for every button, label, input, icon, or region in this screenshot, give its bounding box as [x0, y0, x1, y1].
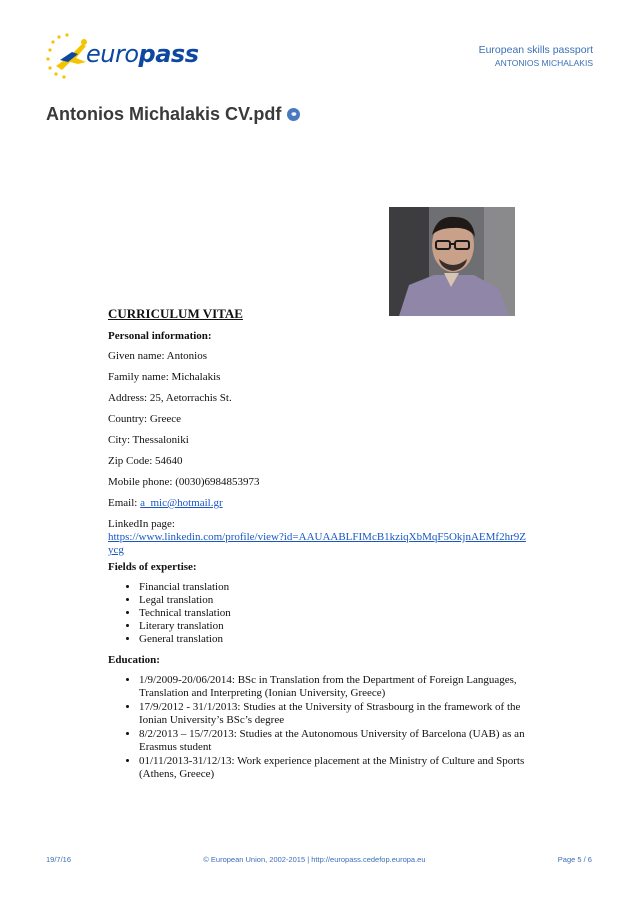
- header-right: [479, 44, 593, 68]
- mobile-phone: Mobile phone: (0030)6984853973: [108, 476, 260, 488]
- link-icon[interactable]: ⚭: [287, 108, 300, 121]
- personal-info-title: Personal information:: [108, 330, 212, 342]
- europass-logo-text: europass: [86, 40, 199, 68]
- email-link[interactable]: a_mic@hotmail.gr: [140, 497, 223, 509]
- linkedin-link[interactable]: https://www.linkedin.com/profile/view?id=AAUAABLFIMcB1kziqXbMqF5OkjnAEMf2hr9Zycg: [108, 531, 526, 556]
- education-title: Education:: [108, 654, 160, 666]
- list-item: • Technical translation: [139, 607, 528, 620]
- footer-page: Page 5 / 6: [557, 855, 592, 864]
- star-circle-icon: [46, 33, 68, 78]
- footer-copyright[interactable]: © European Union, 2002-2015 | http://europass.cedefop.europa.eu: [203, 855, 426, 864]
- email-label: Email:: [108, 497, 141, 509]
- zip-code: Zip Code: 54640: [108, 455, 183, 467]
- address: Address: 25, Aetorrachis St.: [108, 392, 232, 404]
- figure-icon: [56, 39, 87, 70]
- footer: [46, 855, 592, 864]
- document-title: [46, 104, 300, 125]
- holder-name: ANTONIOS MICHALAKIS: [494, 58, 593, 68]
- list-item: • 1/9/2009-20/06/2014: BSc in Translation from the Department of Foreign Languages, Translation and Interpreting (Ionian University, Greece): [139, 674, 528, 700]
- linkedin-label: LinkedIn page:: [108, 518, 175, 530]
- family-name: Family name: Michalakis: [108, 371, 221, 383]
- document-title-text: Antonios Michalakis CV.pdf: [46, 104, 282, 124]
- cv-heading: CURRICULUM VITAE: [108, 306, 243, 321]
- education-list: [108, 674, 528, 781]
- city: City: Thessaloniki: [108, 434, 189, 446]
- fields-title: Fields of expertise:: [108, 561, 197, 573]
- list-item: • Legal translation: [139, 594, 528, 607]
- email: [108, 497, 528, 510]
- passport-label: European skills passport: [478, 44, 593, 56]
- given-name: Given name: Antonios: [108, 350, 207, 362]
- cv-content: [108, 306, 528, 789]
- linkedin: [108, 518, 528, 557]
- list-item: • 01/11/2013-31/12/13: Work experience placement at the Ministry of Culture and Sports (Athens, Greece): [139, 755, 528, 781]
- list-item: • Literary translation: [139, 620, 528, 633]
- country: Country: Greece: [108, 413, 181, 425]
- profile-photo: [389, 207, 515, 316]
- list-item: • Financial translation: [139, 581, 528, 594]
- list-item: • 8/2/2013 – 15/7/2013: Studies at the Autonomous University of Barcelona (UAB) as an Erasmus student: [139, 728, 528, 754]
- footer-date: 19/7/16: [46, 855, 72, 864]
- list-item: • General translation: [139, 633, 528, 646]
- fields-list: [108, 581, 528, 646]
- list-item: • 17/9/2012 - 31/1/2013: Studies at the University of Strasbourg in the framework of the Ionian University’s BSc’s degree: [139, 701, 528, 727]
